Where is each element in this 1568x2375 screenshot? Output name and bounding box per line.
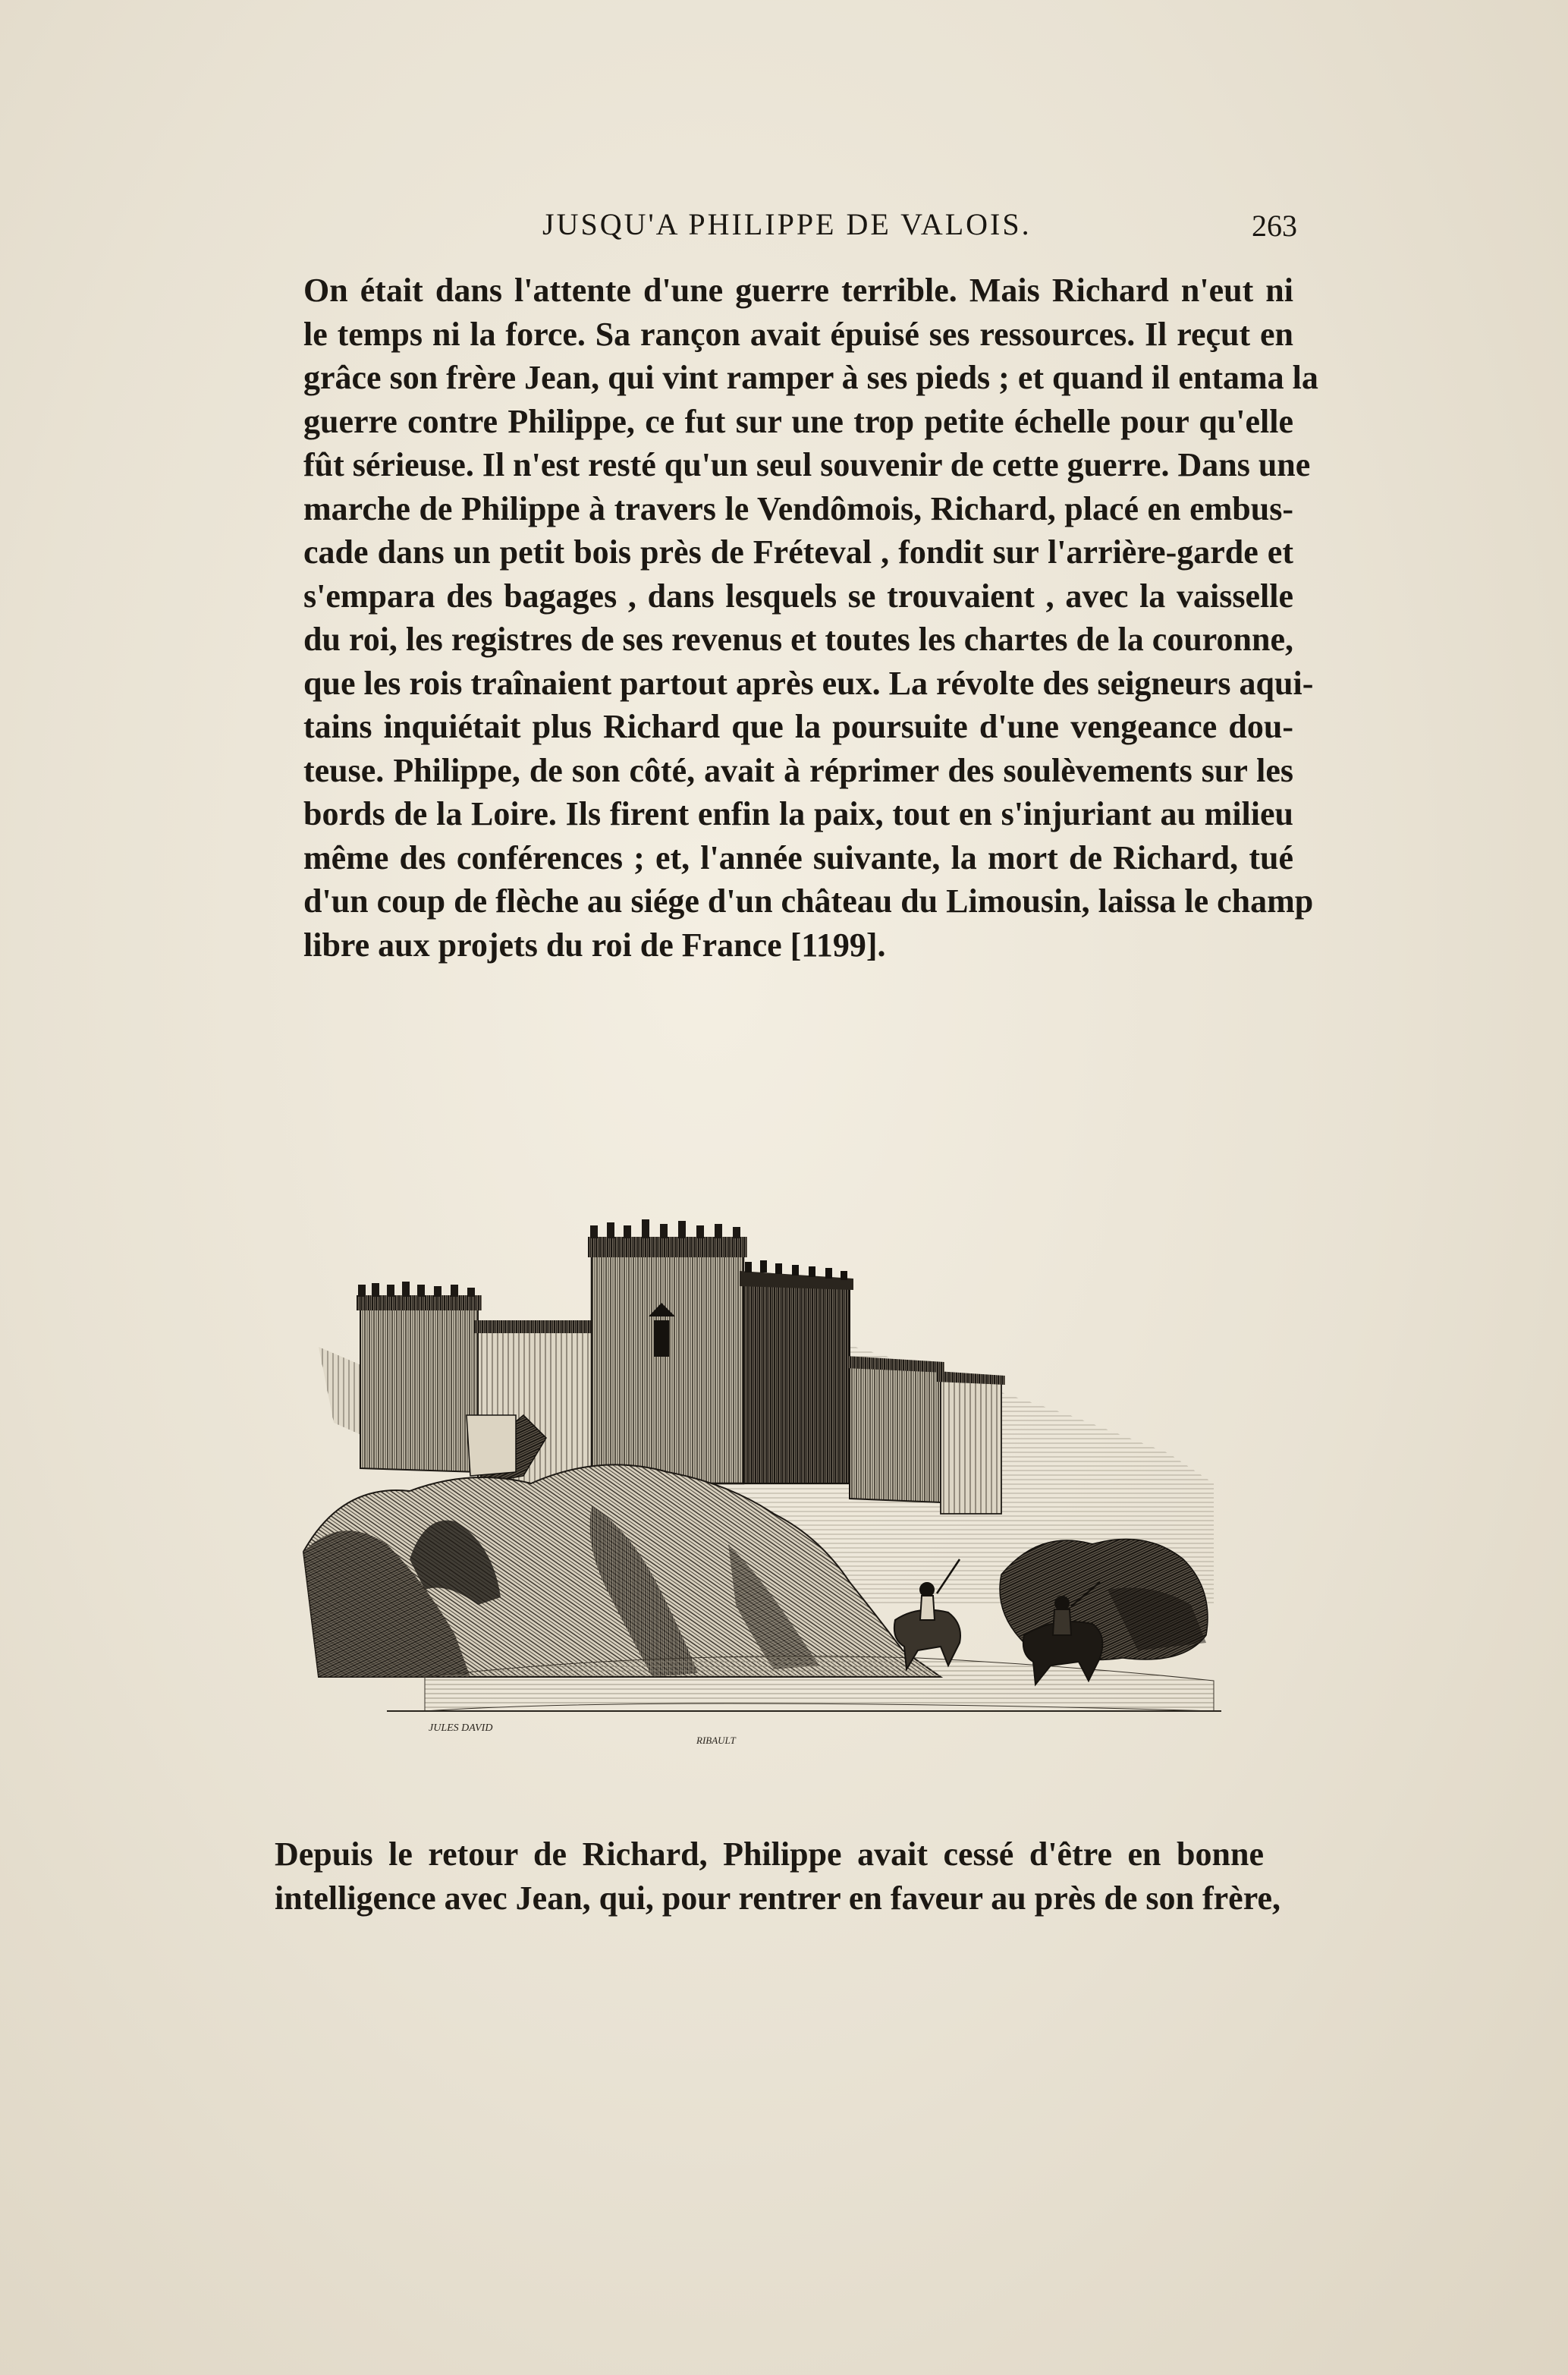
- text-line: cade dans un petit bois près de Fréteval , fondit sur l'arrière-garde et: [303, 533, 1293, 571]
- engraver-signature: RIBAULT: [696, 1735, 736, 1746]
- page-header: [243, 206, 1297, 252]
- text-line: fût sérieuse. Il n'est resté qu'un seul souvenir de cette guerre. Dans une: [303, 446, 1311, 483]
- text-line: tains inquiétait plus Richard que la poursuite d'une vengeance dou-: [303, 708, 1293, 745]
- text-line: marche de Philippe à travers le Vendômois, Richard, placé en embus-: [303, 489, 1293, 527]
- text-line: teuse. Philippe, de son côté, avait à réprimer des soulèvements sur les: [303, 751, 1293, 789]
- text-line: même des conférences ; et, l'année suivante, la mort de Richard, tué: [303, 838, 1293, 876]
- paragraph-1: [243, 269, 1318, 967]
- text-line: libre aux projets du roi de France [1199].: [303, 926, 886, 964]
- text-line: guerre contre Philippe, ce fut sur une trop petite échelle pour qu'elle: [303, 402, 1293, 440]
- running-head: JUSQU'A PHILIPPE DE VALOIS.: [542, 207, 1032, 241]
- text-line: que les rois traînaient partout après eux. La révolte des seigneurs aqui-: [303, 664, 1314, 702]
- text-line: On était dans l'attente d'une guerre terrible. Mais Richard n'eut ni: [303, 272, 1293, 309]
- text-line: du roi, les registres de ses revenus et toutes les chartes de la couronne,: [303, 621, 1293, 658]
- artist-signature: JULES DAVID: [429, 1722, 493, 1734]
- text-line: grâce son frère Jean, qui vint ramper à ses pieds ; et quand il entama la: [303, 359, 1318, 396]
- castle-engraving: [273, 1059, 1229, 1757]
- page-number: 263: [1252, 209, 1297, 243]
- text-line: Depuis le retour de Richard, Philippe avait cessé d'être en bonne: [275, 1836, 1264, 1873]
- text-line: s'empara des bagages , dans lesquels se trouvaient , avec la vaisselle: [303, 577, 1293, 615]
- text-line: le temps ni la force. Sa rançon avait épuisé ses ressources. Il reçut en: [303, 315, 1293, 353]
- text-line: d'un coup de flèche au siége d'un château du Limousin, laissa le champ: [303, 882, 1314, 920]
- text-line: bords de la Loire. Ils firent enfin la paix, tout en s'injuriant au milieu: [303, 795, 1293, 832]
- paragraph-2: [232, 1832, 1280, 1920]
- text-line: intelligence avec Jean, qui, pour rentrer en faveur au près de son frère,: [275, 1879, 1280, 1917]
